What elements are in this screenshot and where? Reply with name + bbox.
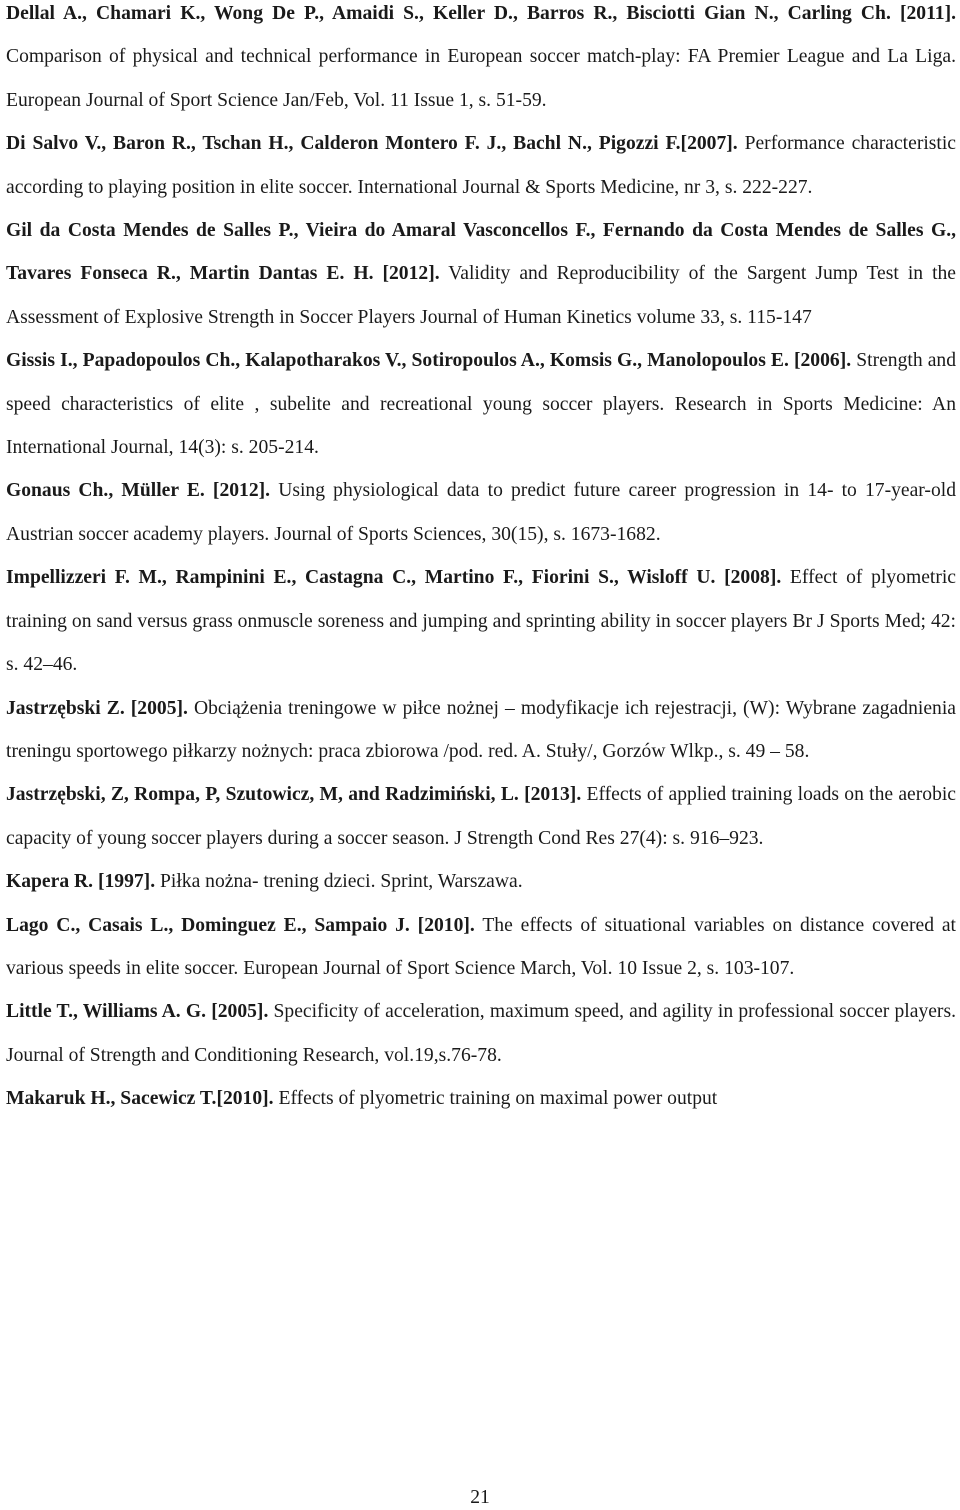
reference-entry [6,687,956,774]
reference-text: Strength and speed characteristics of elite , subelite and recreational young soccer players. Research in Sports Medicine: An International Journal, 14(3): s. 205-214. [6,350,957,459]
reference-entry [6,556,956,686]
reference-list [6,0,956,1121]
reference-text: Validity and Reproducibility of the Sargent Jump Test in the Assessment of Explosive Strength in Soccer Players Journal of Human Kinetics volume 33, s. 115-147 [6,263,956,328]
reference-authors: Di Salvo V., Baron R., Tschan H., Calderon Montero F. J., Bachl N., Pigozzi F.[2007]. [6,133,738,155]
reference-entry [6,469,956,556]
reference-text: Comparison of physical and technical performance in European soccer match-play: FA Premier League and La Liga. European Journal of Sport Science Jan/Feb, Vol. 11 Issue 1, s. 51-59. [6,46,956,111]
reference-entry [6,1077,956,1120]
reference-authors: Gissis I., Papadopoulos Ch., Kalapotharakos V., Sotiropoulos A., Komsis G., Manolopoulos E. [2006]. [6,350,852,372]
reference-entry [6,860,956,903]
reference-entry [6,122,956,209]
reference-authors: Jastrzębski Z. [2005]. [6,697,188,719]
reference-text: Specificity of acceleration, maximum speed, and agility in professional soccer players. Journal of Strength and Conditioning Research, vol.19,s.76-78. [6,1001,956,1066]
reference-authors: Impellizzeri F. M., Rampinini E., Castagna C., Martino F., Fiorini S., Wisloff U. [2008]. [6,567,782,589]
reference-authors: Little T., Williams A. G. [2005]. [6,1001,269,1023]
reference-text: Effect of plyometric training on sand versus grass onmuscle soreness and jumping and sprinting ability in soccer players Br J Sports Med; 42: s. 42–46. [6,567,956,676]
reference-entry [6,904,956,991]
reference-authors: Jastrzębski, Z, Rompa, P, Szutowicz, M, and Radzimiński, L. [2013]. [6,784,582,806]
reference-entry [6,209,956,339]
reference-text: Using physiological data to predict future career progression in 14- to 17-year-old Austrian soccer academy players. Journal of Sports Sciences, 30(15), s. 1673-1682. [6,480,956,545]
reference-entry [6,773,956,860]
reference-authors: Kapera R. [1997]. [6,871,156,893]
reference-authors: Dellal A., Chamari K., Wong De P., Amaidi S., Keller D., Barros R., Bisciotti Gian N., Carling Ch. [2011]. [6,3,956,24]
reference-authors: Makaruk H., Sacewicz T.[2010]. [6,1088,274,1110]
reference-authors: Gonaus Ch., Müller E. [2012]. [6,480,271,502]
reference-text: Piłka nożna- trening dzieci. Sprint, Warszawa. [155,871,523,893]
reference-authors: Lago C., Casais L., Dominguez E., Sampaio J. [2010]. [6,914,475,936]
reference-entry [6,990,956,1077]
reference-text: Effects of applied training loads on the aerobic capacity of young soccer players during a soccer season. J Strength Cond Res 27(4): s. 916–923. [6,784,957,849]
reference-text: Effects of plyometric training on maximal power output [273,1088,718,1110]
reference-entry [6,339,956,469]
reference-text: Performance characteristic according to playing position in elite soccer. International Journal & Sports Medicine, nr 3, s. 222-227. [6,133,957,198]
reference-text: Obciążenia treningowe w piłce nożnej – modyfikacje ich rejestracji, (W): Wybrane zagadnienia treningu sportowego piłkarzy nożnych: praca zbiorowa /pod. red. A. Stuły/, Gorzów Wlkp., s. 49 – 58. [6,697,956,762]
reference-text: The effects of situational variables on distance covered at various speeds in elite soccer. European Journal of Sport Science March, Vol. 10 Issue 2, s. 103-107. [6,914,957,979]
page-number: 21 [470,1487,490,1508]
reference-authors: Gil da Costa Mendes de Salles P., Vieira do Amaral Vasconcellos F., Fernando da Costa Mendes de Salles G., Tavares Fonseca R., Martin Dantas E. H. [2012]. [6,220,956,285]
reference-entry [6,0,956,122]
